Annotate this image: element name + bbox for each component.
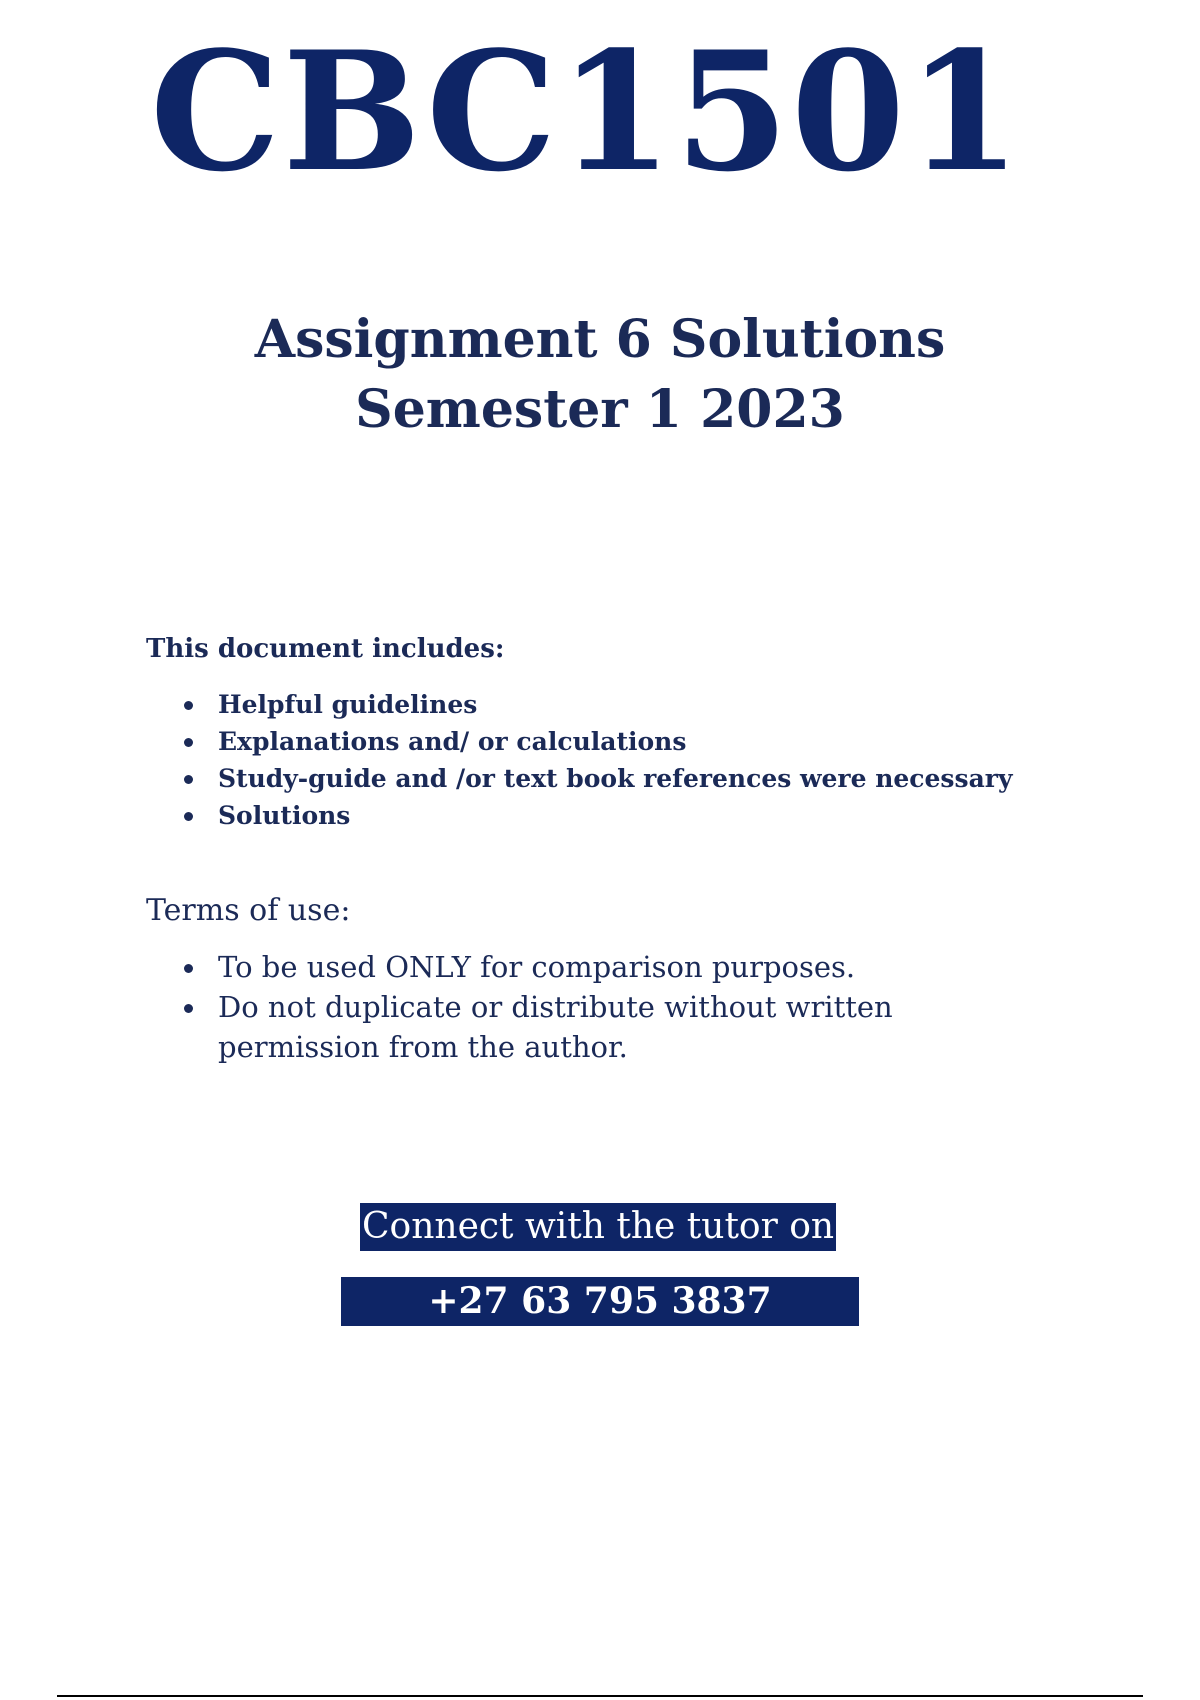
list-item-text: Explanations and/ or calculations <box>218 727 687 756</box>
assignment-title: Assignment 6 Solutions <box>254 309 946 370</box>
list-item <box>146 987 938 1067</box>
bullet-icon <box>184 738 193 747</box>
semester-subtitle: Semester 1 2023 <box>355 379 845 440</box>
includes-heading: This document includes: <box>146 634 505 664</box>
bullet-icon <box>184 701 193 710</box>
bullet-icon <box>184 964 193 973</box>
footer-divider <box>57 1695 1143 1697</box>
bullet-icon <box>184 775 193 784</box>
includes-list <box>146 686 1012 834</box>
list-item-text: Study-guide and /or text book references were necessary <box>218 764 1013 793</box>
terms-list <box>146 947 938 1067</box>
list-item <box>146 686 1012 723</box>
list-item-text: Solutions <box>218 801 351 830</box>
course-code-title: CBC1501 <box>150 15 1024 208</box>
list-item-text: Do not duplicate or distribute without written permission from the author. <box>218 990 893 1064</box>
list-item-text: Helpful guidelines <box>218 690 478 719</box>
phone-number[interactable]: +27 63 795 3837 <box>341 1277 859 1326</box>
bullet-icon <box>184 812 193 821</box>
assignment-title-block <box>0 305 1200 445</box>
list-item <box>146 760 1012 797</box>
bullet-icon <box>184 1004 193 1013</box>
list-item <box>146 797 1012 834</box>
list-item-text: To be used ONLY for comparison purposes. <box>218 950 856 984</box>
terms-heading: Terms of use: <box>146 893 351 928</box>
list-item <box>146 947 938 987</box>
list-item <box>146 723 1012 760</box>
connect-label: Connect with the tutor on <box>360 1203 836 1251</box>
